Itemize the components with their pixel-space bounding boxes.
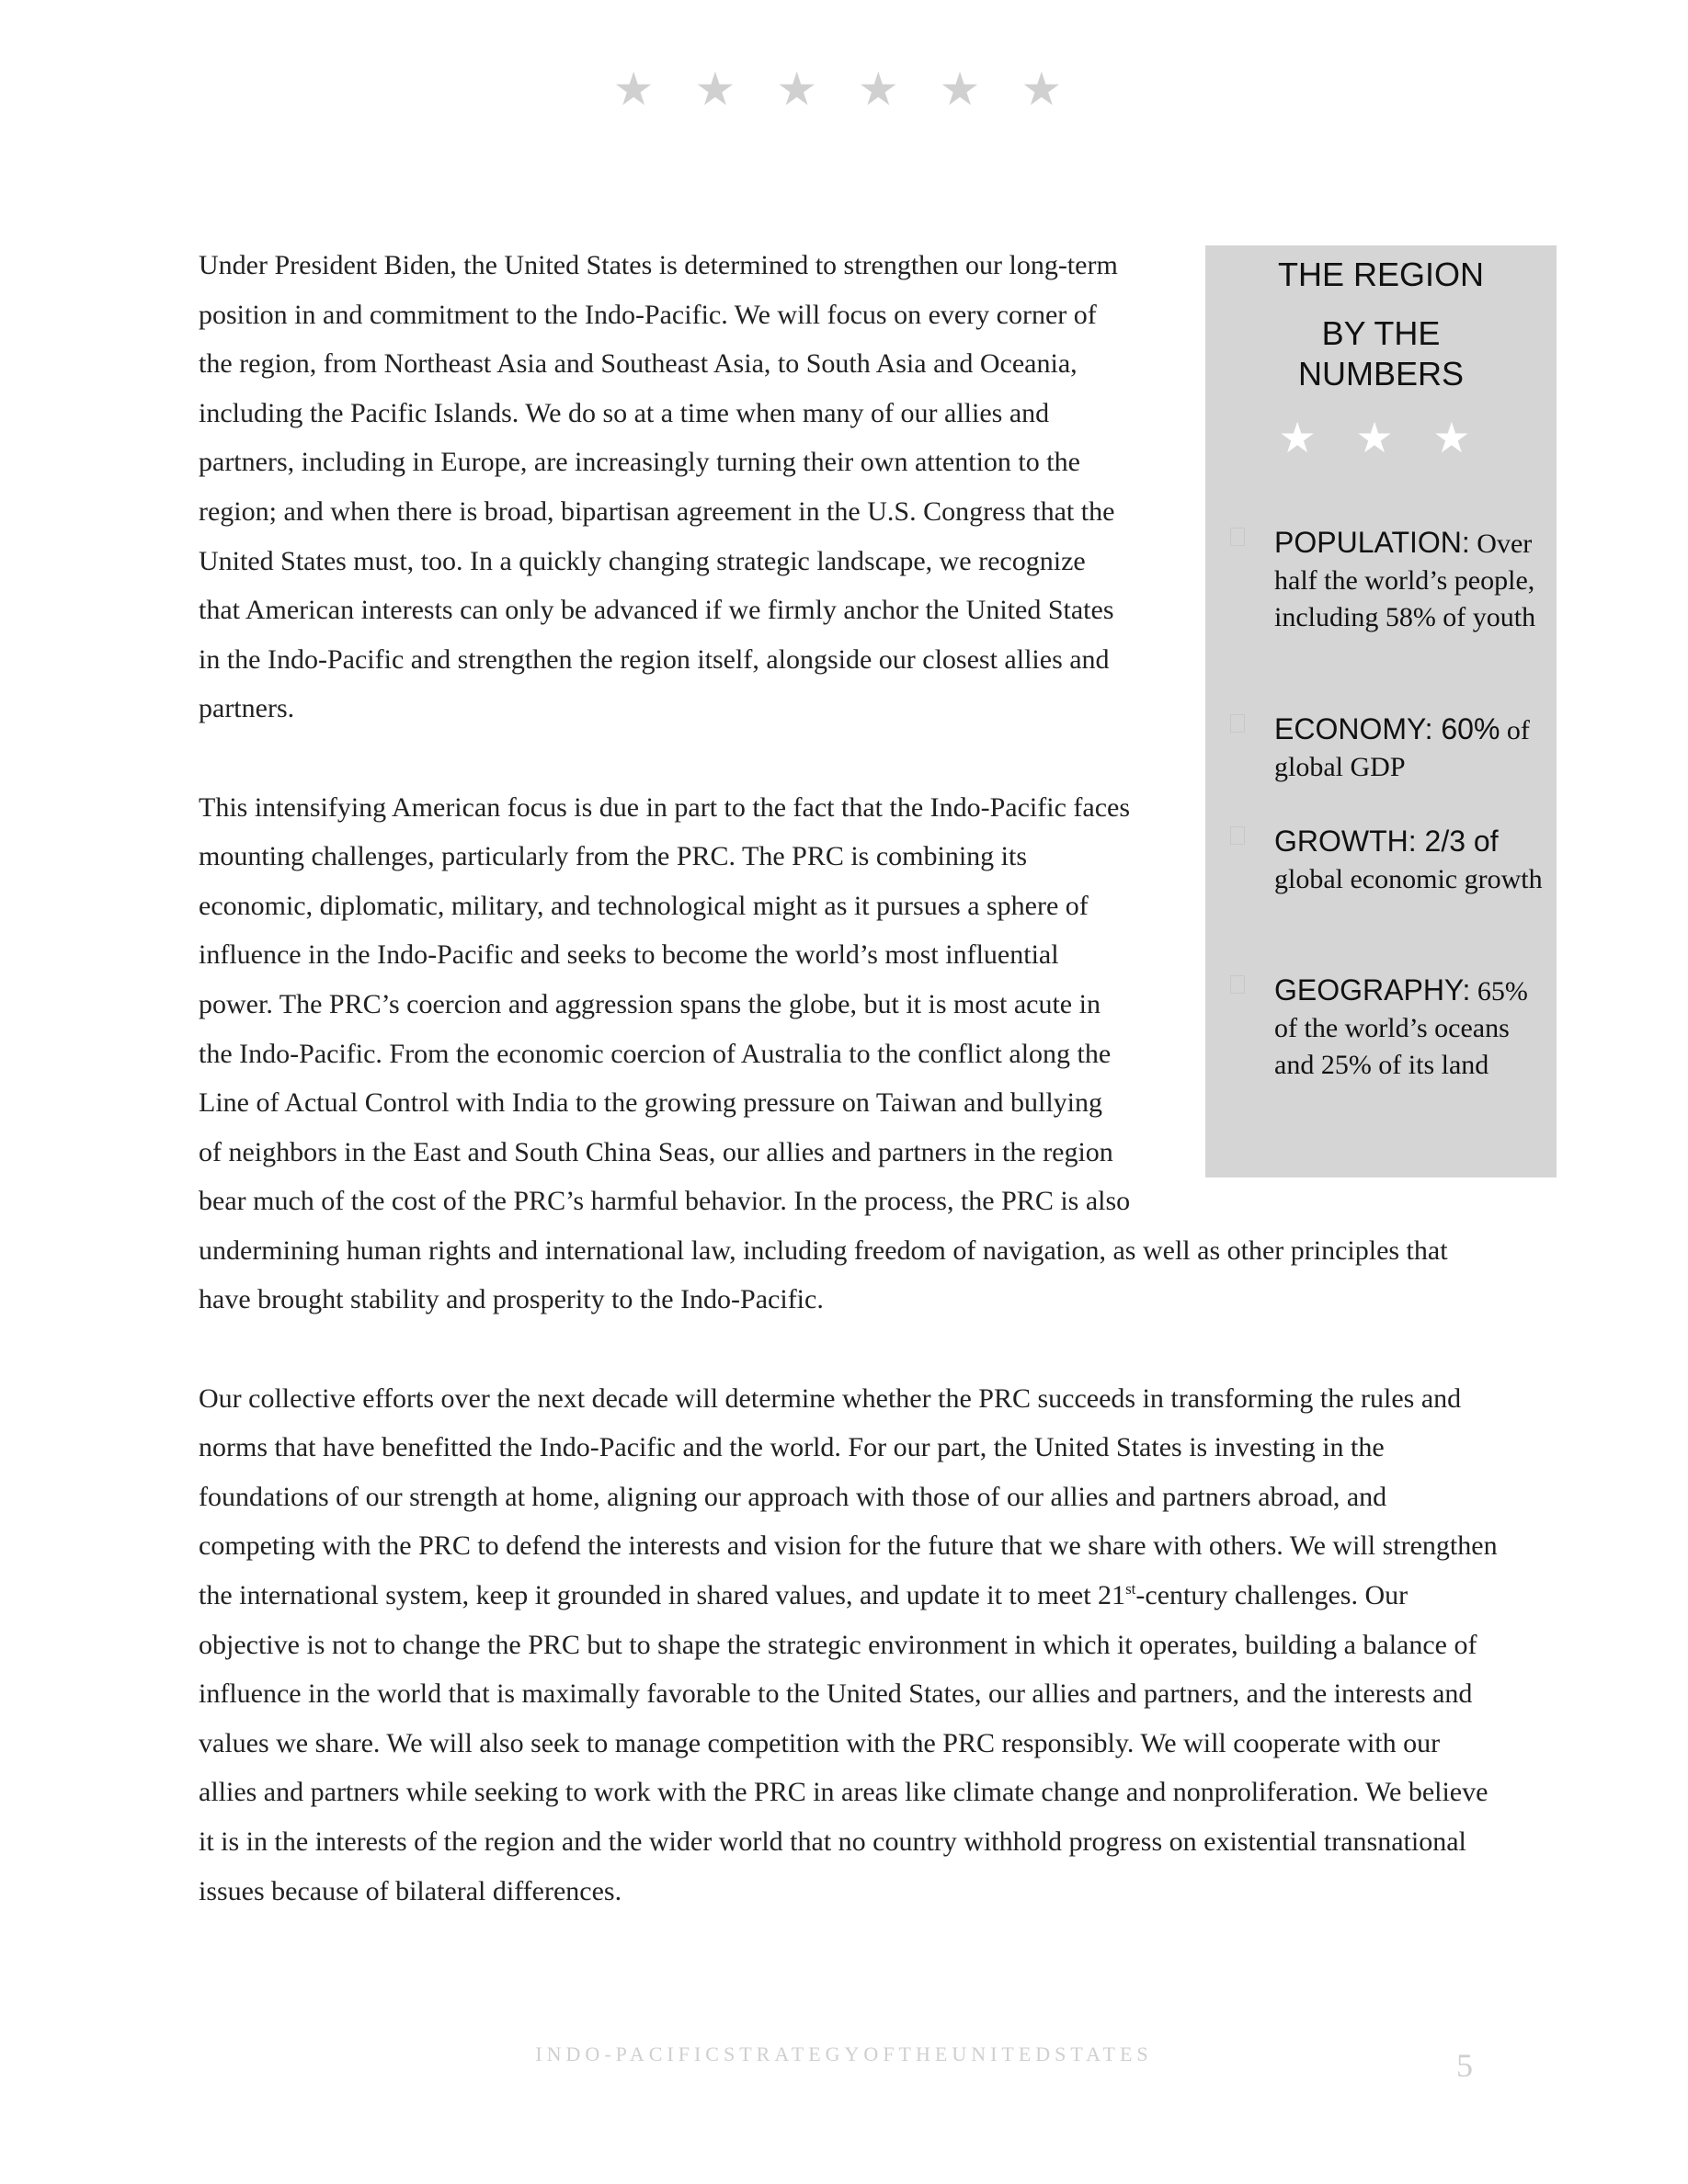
paragraph-3-part-b: -century challenges. Our objective is not to change the PRC but to shape the strategic environment in which it operates, building a balance of influence in the world that is maximally favorable to the United States, our allies and partners, and the interests and values we share. We will also seek to manage competition with the PRC responsibly. We will cooperate with our allies and partners while seeking to work with the PRC in areas like climate change and nonproliferation. We believe it is in the interests of the region and the wider world that no country withhold progress on existential transnational issues because of bilateral differences. <box>199 1580 1488 1906</box>
sidebar-item-growth <box>1274 823 1550 898</box>
sidebar-item-economy <box>1274 711 1550 786</box>
sidebar-item-text: global economic growth <box>1274 864 1543 894</box>
sidebar-item-text: Over half the world’s people, including 58% of youth <box>1274 529 1536 632</box>
sidebar-title-line-2: BY THE <box>1321 314 1441 352</box>
bullet-icon <box>1230 975 1245 994</box>
sidebar-item-text: of global GDP <box>1274 715 1530 782</box>
sidebar-item-label: GEOGRAPHY: <box>1274 973 1471 1007</box>
paragraph-3-part-a: Our collective efforts over the next decade will determine whether the PRC succeeds in transforming the rules and norms that have benefitted the Indo-Pacific and the world. For our part, the United States is investing in the foundations of our strength at home, aligning our approach with those of our allies and partners abroad, and competing with the PRC to defend the interests and vision for the future that we share with others. We will strengthen the international system, keep it grounded in shared values, and update it to meet 21 <box>199 1382 1498 1611</box>
page-number: 5 <box>1456 2047 1473 2084</box>
sidebar-item-population <box>1274 524 1550 636</box>
sidebar-title-line-1: THE REGION <box>1277 256 1484 293</box>
bullet-icon <box>1230 714 1245 733</box>
paragraph-3 <box>199 1374 1504 1917</box>
sidebar-item-text: 65% of the world’s oceans and 25% of its land <box>1274 976 1528 1080</box>
sidebar-item-label: ECONOMY: 60% <box>1274 712 1500 745</box>
sidebar-stars-decoration: ★ ★ ★ <box>1278 413 1484 462</box>
sidebar-item-label: GROWTH: 2/3 of <box>1274 825 1499 858</box>
ordinal-superscript: st <box>1125 1580 1136 1598</box>
paragraph-2: This intensifying American focus is due in part to the fact that the Indo-Pacific faces mounting challenges, particularly from the PRC. The PRC is combining its economic, diplomatic, military, and technological might as it pursues a sphere of influence in the Indo-Pacific and seeks to become the world’s most influential power. The PRC’s coercion and aggression spans the globe, but it is most acute in the Indo-Pacific. From the economic coercion of Australia to the conflict along the Line of Actual Control with India to the growing pressure on Taiwan and bullying of neighbors in the East and South China Seas, our allies and partners in the region bear much of the cost of the PRC’s harmful behavior. In the process, the PRC is also undermining human rights and international law, including freedom of navigation, as well as other principles that have brought stability and prosperity to the Indo-Pacific. <box>199 791 1448 1315</box>
sidebar-item-geography <box>1274 972 1550 1084</box>
sidebar-item-label: POPULATION: <box>1274 526 1470 559</box>
sidebar-title-line-3: NUMBERS <box>1297 355 1465 392</box>
paragraph-1: Under President Biden, the United States is determined to strengthen our long-term position in and commitment to the Indo-Pacific. We will focus on every corner of the region, from Northeast Asia and Southeast Asia, to South Asia and Oceania, including the Pacific Islands. We do so at a time when many of our allies and partners, including in Europe, are increasingly turning their own attention to the region; and when there is broad, bipartisan agreement in the U.S. Congress that the United States must, too. In a quickly changing strategic landscape, we recognize that American interests can only be advanced if we firmly anchor the United States in the Indo-Pacific and strengthen the region itself, alongside our closest allies and partners. <box>199 250 1118 724</box>
bullet-icon <box>1230 826 1245 845</box>
header-stars-decoration: ★ ★ ★ ★ ★ ★ <box>612 63 1076 116</box>
sidebar-title <box>1205 255 1557 394</box>
running-footer-title: INDO-PACIFICSTRATEGYOFTHEUNITEDSTATES <box>535 2042 1153 2065</box>
bullet-icon <box>1230 528 1245 546</box>
region-numbers-sidebar <box>1205 245 1557 1177</box>
